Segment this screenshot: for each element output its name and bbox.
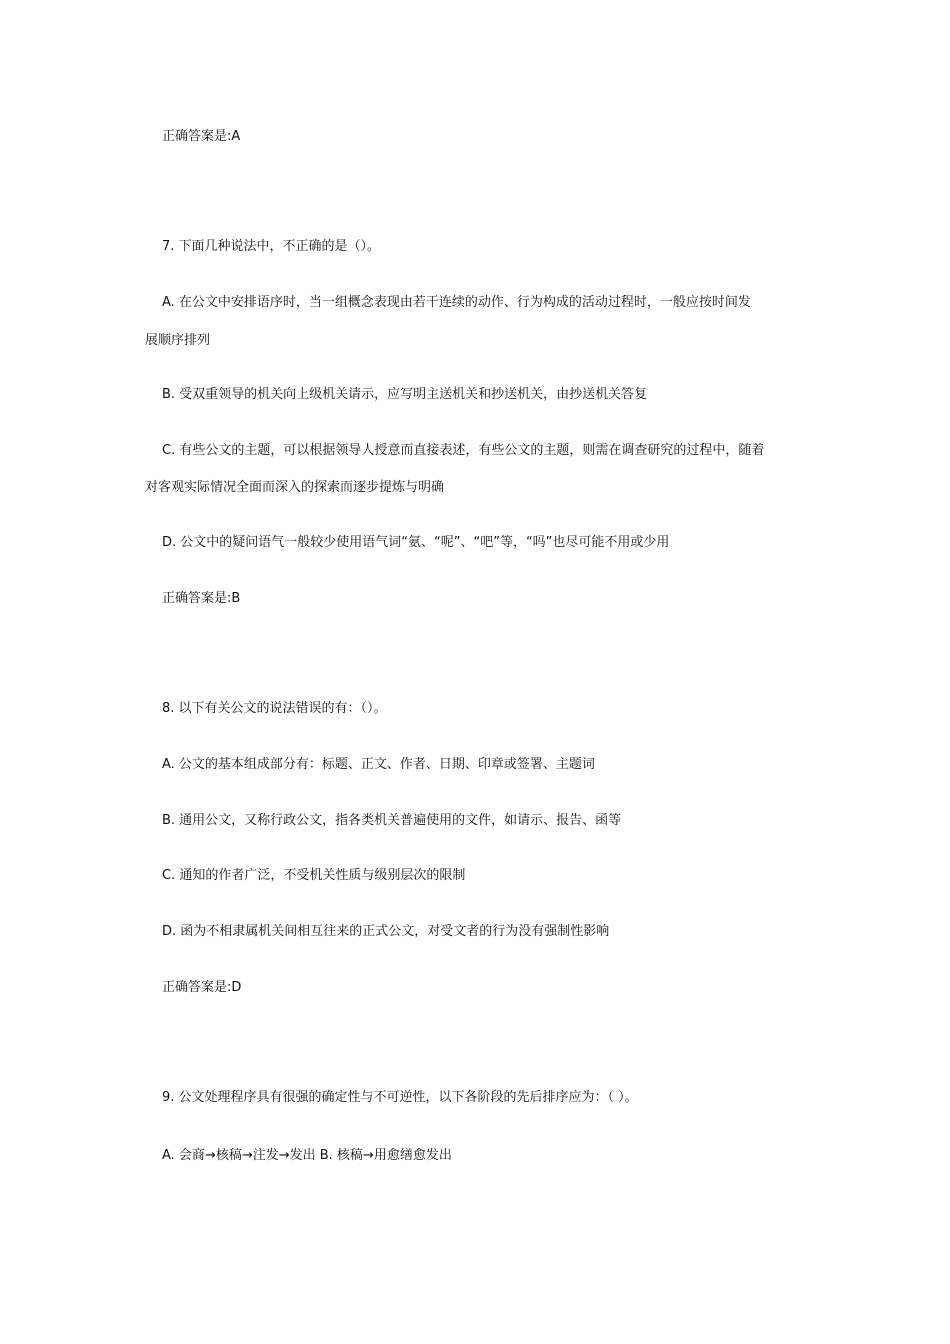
option-8a: A. 公文的基本组成部分有：标题、正文、作者、日期、印章或签署、主题词	[162, 757, 595, 772]
option-7a: A. 在公文中安排语序时，当一组概念表现由若干连续的动作、行为构成的活动过程时，一般应按时间发	[162, 295, 751, 310]
answer-7: 正确答案是:B	[162, 591, 241, 606]
answer-6: 正确答案是:A	[162, 129, 241, 144]
option-7c-continued: 对客观实际情况全面而深入的探索而逐步提炼与明确	[145, 480, 445, 495]
option-9ab: A. 会商→核稿→注发→发出 B. 核稿→用愈缮愈发出	[162, 1148, 452, 1163]
option-7d: D. 公文中的疑问语气一般较少使用语气词“氨、“呢”、“吧”等，“吗”也尽可能不用或少用	[162, 535, 670, 550]
option-7a-continued: 展顺序排列	[145, 333, 211, 348]
question-8: 8. 以下有关公文的说法错误的有：（）。	[162, 701, 387, 716]
answer-8: 正确答案是:D	[162, 980, 242, 995]
option-8d: D. 函为不相隶属机关间相互往来的正式公文，对受文者的行为没有强制性影响	[162, 924, 610, 939]
option-8b: B. 通用公文，又称行政公文，指各类机关普遍使用的文件，如请示、报告、函等	[162, 813, 622, 828]
question-7: 7. 下面几种说法中，不正确的是（）。	[162, 239, 381, 254]
option-8c: C. 通知的作者广泛，不受机关性质与级别层次的限制	[162, 868, 466, 883]
question-9: 9. 公文处理程序具有很强的确定性与不可逆性，以下各阶段的先后排序应为：（ ）。	[162, 1090, 638, 1105]
option-7b: B. 受双重领导的机关向上级机关请示，应写明主送机关和抄送机关，由抄送机关答复	[162, 387, 648, 402]
option-7c: C. 有些公文的主题，可以根据领导人授意而直接表述，有些公文的主题，则需在调查研究的过程中，随着	[162, 443, 765, 458]
